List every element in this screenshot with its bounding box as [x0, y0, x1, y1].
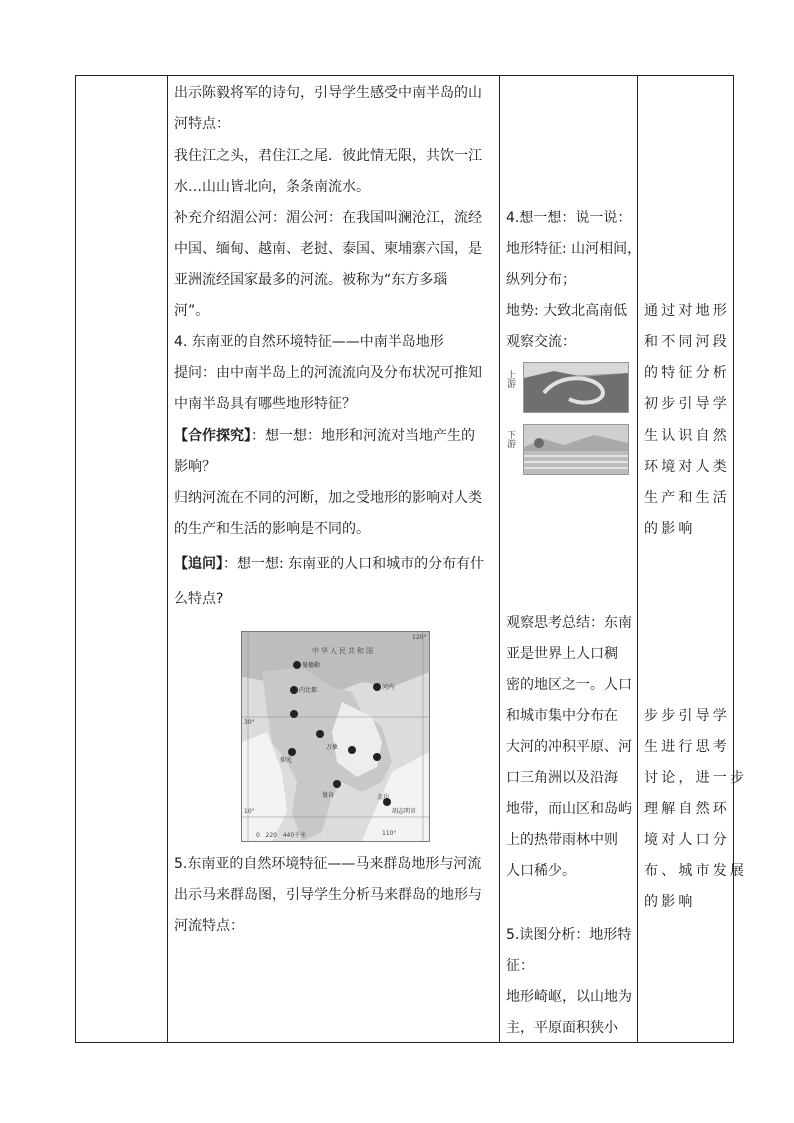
map-scale-bar: 0 220 440千米 [256, 832, 307, 839]
lower-reach-photo [523, 424, 629, 475]
text-line: 口三角洲以及沿海 [506, 770, 618, 786]
text-line: 提问：由中南半岛上的河流流向及分布状况可推知 [174, 365, 482, 381]
city-marker [316, 730, 324, 738]
design-intent-cell [638, 76, 748, 1043]
text-line: 生认识自然 [644, 428, 730, 444]
text-line: 【合作探究】：想一想：地形和河流对当地产生的 [174, 428, 475, 444]
southeast-asia-map [241, 631, 430, 842]
text-line: 人口稀少。 [506, 863, 576, 879]
text-line: 补充介绍湄公河：湄公河：在我国叫澜沧江，流经 [174, 210, 482, 226]
text-line: 生进行思考 [644, 739, 730, 755]
text-line: 中国、缅甸、越南、老挝、泰国、柬埔寨六国，是 [174, 241, 482, 257]
map-city-label: 河内 [382, 684, 395, 691]
map-lon-label: 110° [382, 830, 397, 837]
map-city-label: 曼谷 [322, 792, 335, 799]
map-city-label: 曼德勒 [302, 662, 321, 669]
text-line: 中南半岛具有哪些地形特征？ [174, 396, 356, 412]
followup-label: 【追问】 [174, 556, 223, 572]
text-line: 观察思考总结：东南 [506, 615, 632, 631]
lesson-plan-table [75, 75, 748, 1043]
map-city-label: 金边 [377, 794, 390, 801]
text-line: 步步引导学 [644, 708, 730, 724]
text-line: 布、城市发展 [644, 863, 748, 879]
map-country-label: 中华人民共和国 [312, 647, 375, 655]
text-line: 河流特点： [174, 918, 244, 934]
section-heading: 4. 东南亚的自然环境特征——中南半岛地形 [174, 334, 444, 350]
text-line: 主，平原面积狭小 [506, 1020, 618, 1036]
text-line: 的生产和生活的影响是不同的。 [174, 521, 370, 537]
text-line: 5.读图分析：地形特 [506, 927, 632, 943]
text-line: 地形崎岖，以山地为 [506, 989, 632, 1005]
text-line: 环境对人类 [644, 459, 730, 475]
map-city-label: 万象 [326, 744, 339, 751]
inquiry-label: 【合作探究】 [174, 428, 251, 444]
text-line: 的特征分析 [644, 365, 730, 381]
student-activity-cell [500, 76, 642, 1043]
text-line: 归纳河流在不同的河断，加之受地形的影响对人类 [174, 490, 482, 506]
city-marker [348, 746, 356, 754]
text-line: 地势: 大致北高南低 [506, 303, 628, 319]
map-lon-label: 120° [412, 634, 427, 641]
city-marker [333, 780, 341, 788]
text-line: 境对人口分 [644, 832, 730, 848]
text-line: 理解自然环 [644, 801, 730, 817]
text-line: 出示陈毅将军的诗句，引导学生感受中南半岛的山 [174, 85, 482, 101]
city-marker [290, 686, 298, 694]
text-line: 的影响 [644, 894, 696, 910]
city-marker [290, 710, 298, 718]
text-line: 河特点： [174, 116, 230, 132]
text-line: 初步引导学 [644, 396, 730, 412]
text-line: 【追问】：想一想: 东南亚的人口和城市的分布有什 [174, 556, 485, 572]
map-city-label: 内比都 [299, 687, 318, 694]
section-heading: 5.东南亚的自然环境特征——马来群岛地形与河流 [174, 856, 482, 872]
empty-column-cell [76, 76, 168, 1043]
text-line: 河”。 [174, 303, 210, 319]
city-marker [373, 753, 381, 761]
text-line: 观察交流： [506, 334, 576, 350]
teacher-activity-cell [168, 76, 500, 1043]
text-line: 上的热带雨林中则 [506, 832, 618, 848]
table-row [76, 76, 734, 1043]
text-line: 亚是世界上人口稠 [506, 646, 618, 662]
map-lat-label: 10° [244, 808, 255, 815]
text-line: 纵列分布； [506, 272, 576, 288]
text-line: 讨论，进一步 [644, 770, 748, 786]
text-line: 大河的冲积平原、河 [506, 739, 632, 755]
text-line: 地带，而山区和岛屿 [506, 801, 632, 817]
text-line: 征： [506, 958, 534, 974]
city-marker [293, 661, 301, 669]
text-line: 生产和生活 [644, 490, 730, 506]
upper-reach-label: 上游 [505, 370, 515, 388]
poem-line: 水…山山皆北向，条条南流水。 [174, 179, 370, 195]
text-line: 4.想一想：说一说： [506, 210, 632, 226]
city-marker [373, 683, 381, 691]
text-line: 出示马来群岛图，引导学生分析马来群岛的地形与 [174, 887, 482, 903]
poem-line: 我住江之头，君住江之尾．彼此情无限，共饮一江 [174, 148, 482, 164]
text-line: 地形特征: 山河相间， [506, 241, 642, 257]
text-line: 么特点? [174, 591, 224, 607]
map-city-label: 胡志明市 [392, 808, 417, 815]
text-line: 影响？ [174, 459, 216, 475]
text-line: 和不同河段 [644, 334, 730, 350]
text-line: 的影响 [644, 521, 696, 537]
upper-reach-photo [523, 362, 629, 413]
text-line: 亚洲流经国家最多的河流。被称为“东方多瑙 [174, 272, 448, 288]
lower-reach-label: 下游 [505, 430, 515, 448]
map-lat-label: 30° [244, 719, 255, 726]
text-line: 和城市集中分布在 [506, 708, 618, 724]
text-line: 通过对地形 [644, 303, 730, 319]
text-line: 密的地区之一。人口 [506, 677, 632, 693]
map-city-label: 仰光 [280, 757, 293, 764]
